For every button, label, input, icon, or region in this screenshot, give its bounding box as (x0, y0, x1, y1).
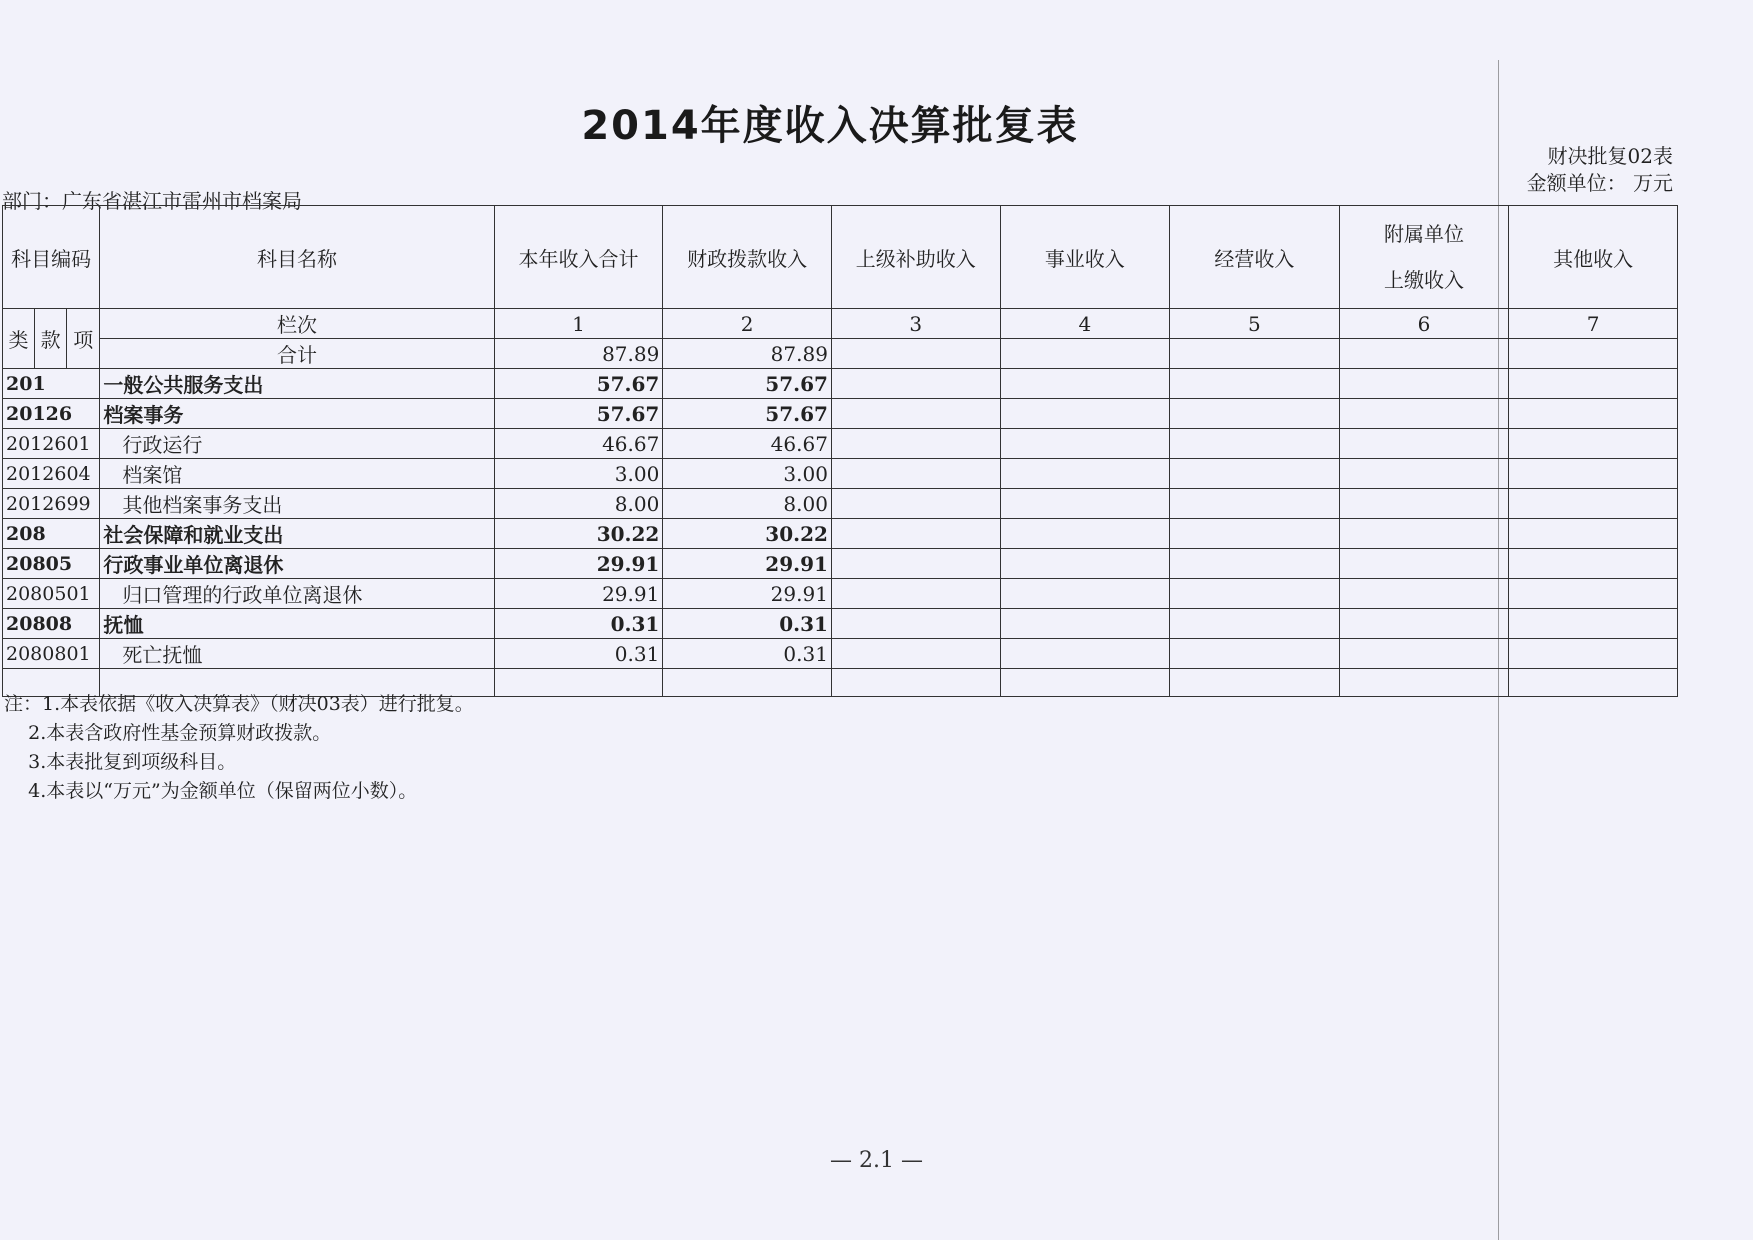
empty-cell (1000, 489, 1170, 519)
row-fiscal: 46.67 (663, 429, 832, 459)
page-number: — 2.1 — (830, 1148, 923, 1173)
table-row (3, 639, 1678, 669)
empty-cell (1339, 369, 1509, 399)
row-total: 46.67 (494, 429, 663, 459)
row-total: 0.31 (494, 609, 663, 639)
empty-cell (1170, 489, 1340, 519)
empty-cell (1170, 609, 1340, 639)
total-row (3, 339, 1678, 369)
table-row (3, 399, 1678, 429)
empty-cell (831, 399, 1000, 429)
header-lanci: 栏次 (100, 309, 494, 339)
row-fiscal: 3.00 (663, 459, 832, 489)
row-total: 29.91 (494, 579, 663, 609)
empty-cell (831, 459, 1000, 489)
table-row (3, 549, 1678, 579)
total-fiscal: 87.89 (663, 339, 832, 369)
amount-unit: 金额单位： 万元 (1526, 171, 1673, 195)
empty-cell (1170, 429, 1340, 459)
empty-cell (1170, 369, 1340, 399)
col-num-1: 1 (494, 309, 663, 339)
table-row (3, 369, 1678, 399)
empty-cell (1339, 609, 1509, 639)
row-name: 档案馆 (100, 459, 494, 489)
table-row (3, 519, 1678, 549)
empty-cell (1000, 639, 1170, 669)
row-total: 57.67 (494, 399, 663, 429)
empty-cell (1170, 519, 1340, 549)
row-total: 30.22 (494, 519, 663, 549)
row-name: 抚恤 (100, 609, 494, 639)
header-affiliate-line1: 附属单位 (1384, 222, 1464, 246)
row-code: 2012601 (3, 429, 100, 459)
col-num-2: 2 (663, 309, 832, 339)
row-name: 行政运行 (100, 429, 494, 459)
row-total: 0.31 (494, 639, 663, 669)
empty-cell (831, 519, 1000, 549)
note-line: 注：1.本表依据《收入决算表》（财决03表）进行批复。 (4, 693, 474, 715)
row-fiscal: 30.22 (663, 519, 832, 549)
header-row (3, 206, 1678, 309)
empty-cell (1509, 459, 1678, 489)
empty-cell (831, 669, 1000, 697)
header-xiang: 项 (67, 309, 100, 369)
empty-cell (1339, 639, 1509, 669)
row-code: 20126 (3, 399, 100, 429)
empty-cell (1339, 549, 1509, 579)
empty-cell (831, 609, 1000, 639)
total-label: 合计 (100, 339, 494, 369)
empty-cell (831, 429, 1000, 459)
empty-cell (831, 369, 1000, 399)
empty-cell (831, 489, 1000, 519)
empty-cell (1000, 339, 1170, 369)
page-title: 2014年度收入决算批复表 (581, 103, 1079, 149)
notes-block (4, 690, 474, 806)
row-code: 2012699 (3, 489, 100, 519)
header-code: 科目编码 (3, 206, 100, 309)
table-row (3, 579, 1678, 609)
empty-cell (1339, 459, 1509, 489)
row-fiscal: 0.31 (663, 609, 832, 639)
total-income: 87.89 (494, 339, 663, 369)
empty-cell (1509, 519, 1678, 549)
income-approval-table (2, 205, 1678, 697)
empty-cell (1170, 399, 1340, 429)
table-row (3, 489, 1678, 519)
note-line: 4.本表以“万元”为金额单位（保留两位小数）。 (4, 780, 418, 802)
row-total: 3.00 (494, 459, 663, 489)
empty-cell (1509, 669, 1678, 697)
header-total: 本年收入合计 (494, 206, 663, 309)
row-code: 20808 (3, 609, 100, 639)
row-name: 行政事业单位离退休 (100, 549, 494, 579)
row-code: 20805 (3, 549, 100, 579)
empty-cell (1339, 489, 1509, 519)
row-name: 归口管理的行政单位离退休 (100, 579, 494, 609)
header-affiliate (1339, 206, 1509, 309)
row-name: 档案事务 (100, 399, 494, 429)
row-code: 2080501 (3, 579, 100, 609)
row-name: 死亡抚恤 (100, 639, 494, 669)
row-total: 29.91 (494, 549, 663, 579)
empty-cell (831, 339, 1000, 369)
empty-cell (1000, 609, 1170, 639)
empty-cell (1339, 669, 1509, 697)
empty-cell (1509, 579, 1678, 609)
row-total: 57.67 (494, 369, 663, 399)
col-num-4: 4 (1000, 309, 1170, 339)
empty-cell (831, 549, 1000, 579)
form-code: 财决批复02表 (1547, 144, 1673, 168)
empty-cell (1509, 609, 1678, 639)
empty-cell (1339, 399, 1509, 429)
empty-cell (1509, 429, 1678, 459)
row-name: 其他档案事务支出 (100, 489, 494, 519)
empty-cell (1339, 519, 1509, 549)
row-fiscal: 8.00 (663, 489, 832, 519)
table-row (3, 609, 1678, 639)
column-number-row (3, 309, 1678, 339)
header-lei: 类 (3, 309, 35, 369)
row-code: 201 (3, 369, 100, 399)
empty-cell (1000, 669, 1170, 697)
header-business: 事业收入 (1000, 206, 1170, 309)
header-kuan: 款 (35, 309, 67, 369)
row-fiscal: 57.67 (663, 399, 832, 429)
empty-cell (1170, 459, 1340, 489)
empty-cell (1000, 459, 1170, 489)
empty-cell (1339, 339, 1509, 369)
empty-cell (1000, 429, 1170, 459)
note-line: 2.本表含政府性基金预算财政拨款。 (4, 722, 332, 744)
empty-cell (1000, 519, 1170, 549)
empty-cell (663, 669, 832, 697)
col-num-3: 3 (831, 309, 1000, 339)
empty-cell (1000, 579, 1170, 609)
note-line: 3.本表批复到项级科目。 (4, 751, 237, 773)
empty-cell (1339, 579, 1509, 609)
empty-cell (1170, 339, 1340, 369)
empty-cell (1509, 549, 1678, 579)
row-code: 2080801 (3, 639, 100, 669)
row-fiscal: 29.91 (663, 549, 832, 579)
empty-cell (1339, 429, 1509, 459)
empty-cell (1000, 399, 1170, 429)
row-code: 2012604 (3, 459, 100, 489)
table-row (3, 459, 1678, 489)
row-name: 社会保障和就业支出 (100, 519, 494, 549)
row-name: 一般公共服务支出 (100, 369, 494, 399)
col-num-5: 5 (1170, 309, 1340, 339)
row-fiscal: 57.67 (663, 369, 832, 399)
header-affiliate-line2: 上缴收入 (1384, 268, 1464, 292)
empty-cell (831, 579, 1000, 609)
empty-cell (1170, 549, 1340, 579)
department-label: 部门：广东省湛江市雷州市档案局 (2, 189, 302, 213)
empty-cell (1000, 369, 1170, 399)
header-name: 科目名称 (100, 206, 494, 309)
empty-cell (1000, 549, 1170, 579)
header-other: 其他收入 (1509, 206, 1678, 309)
col-num-7: 7 (1509, 309, 1678, 339)
row-total: 8.00 (494, 489, 663, 519)
empty-cell (1170, 639, 1340, 669)
empty-cell (1509, 399, 1678, 429)
row-code: 208 (3, 519, 100, 549)
empty-cell (831, 639, 1000, 669)
empty-cell (1509, 369, 1678, 399)
header-operating: 经营收入 (1170, 206, 1340, 309)
col-num-6: 6 (1339, 309, 1509, 339)
empty-cell (494, 669, 663, 697)
empty-cell (1170, 579, 1340, 609)
empty-cell (1170, 669, 1340, 697)
empty-cell (1509, 639, 1678, 669)
table-row (3, 429, 1678, 459)
header-superior: 上级补助收入 (831, 206, 1000, 309)
empty-cell (1509, 489, 1678, 519)
row-fiscal: 29.91 (663, 579, 832, 609)
header-fiscal: 财政拨款收入 (663, 206, 832, 309)
row-fiscal: 0.31 (663, 639, 832, 669)
empty-cell (1509, 339, 1678, 369)
